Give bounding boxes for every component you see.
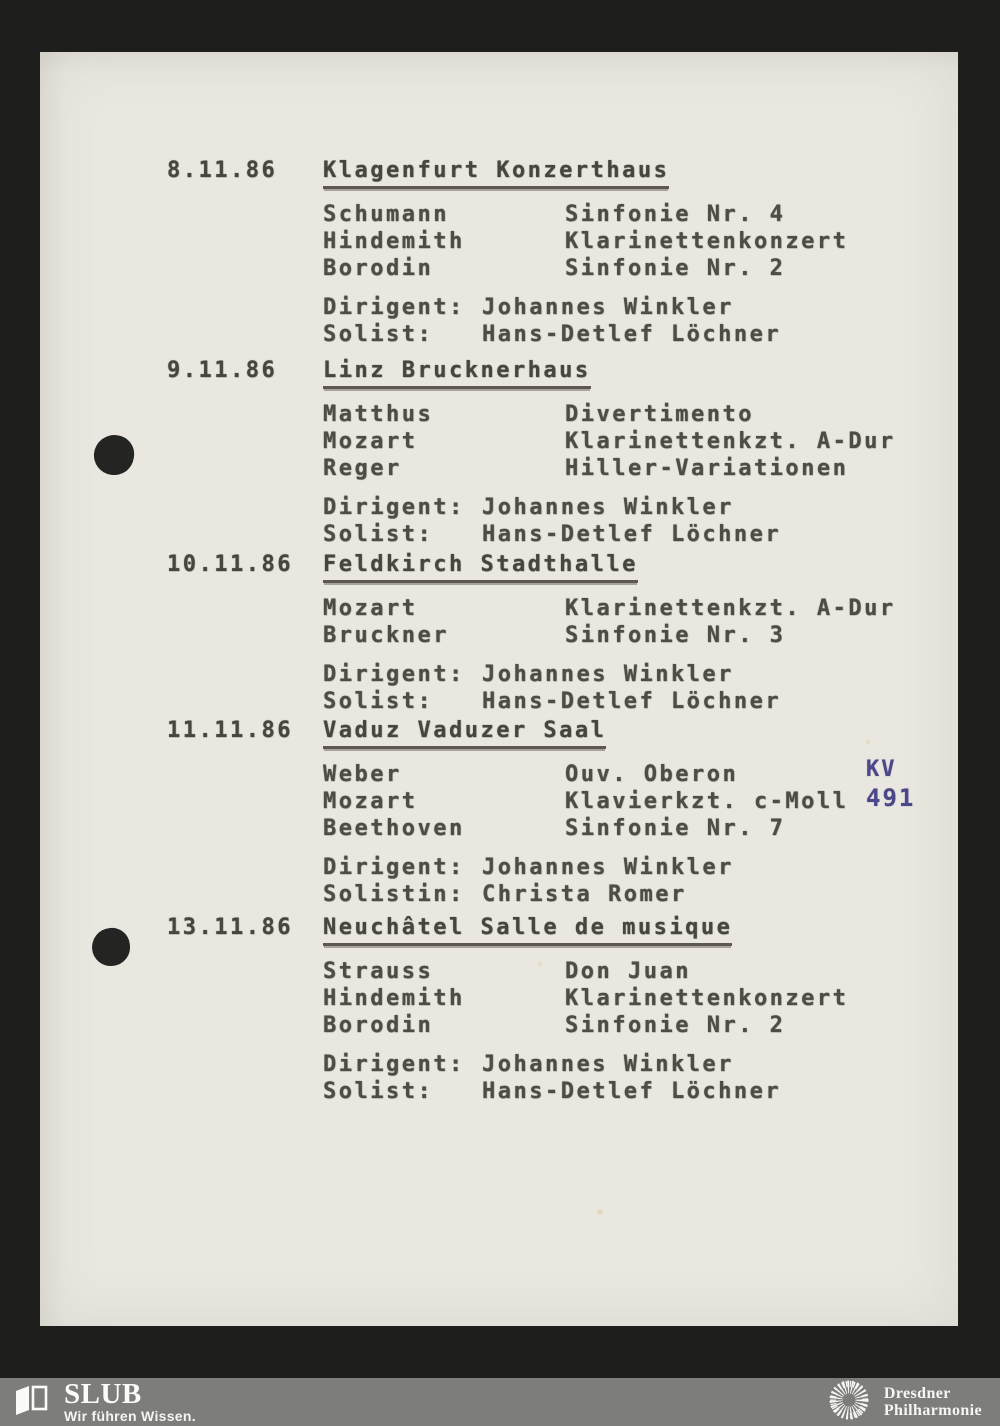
credits-list — [323, 495, 958, 549]
composer-name: Borodin — [323, 1013, 434, 1038]
credit-name: Johannes Winkler — [482, 855, 734, 880]
work-title: Ouv. Oberon — [565, 762, 739, 787]
credit-role: Solist: — [323, 1079, 434, 1104]
concert-venue: Neuchâtel Salle de musique — [323, 915, 732, 946]
work-title: Klarinettenkzt. A-Dur — [565, 596, 896, 621]
program-row — [323, 596, 958, 623]
credit-name: Hans-Detlef Löchner — [482, 522, 782, 547]
composer-name: Mozart — [323, 596, 418, 621]
open-book-icon — [14, 1384, 48, 1420]
branding-footer-bar — [0, 1378, 1000, 1426]
work-title: Sinfonie Nr. 2 — [565, 256, 786, 281]
credit-role: Dirigent: — [323, 295, 465, 320]
concert-entry — [40, 358, 958, 549]
credit-name: Johannes Winkler — [482, 295, 734, 320]
scanned-document-page — [40, 52, 958, 1326]
program-row — [323, 456, 958, 483]
program-row — [323, 762, 958, 789]
work-title: Klarinettenkonzert — [565, 229, 849, 254]
program-row — [323, 429, 958, 456]
slub-tagline: Wir führen Wissen. — [64, 1407, 196, 1424]
philharmonie-name-line2: Philharmonie — [883, 1402, 982, 1419]
concert-entry — [40, 718, 958, 909]
program-row — [323, 402, 958, 429]
philharmonie-name-line1: Dresdner — [883, 1385, 951, 1402]
composer-name: Weber — [323, 762, 402, 787]
credit-row — [323, 662, 958, 689]
slub-wordmark: SLUB — [64, 1377, 142, 1410]
credit-row — [323, 1079, 958, 1106]
work-title: Sinfonie Nr. 4 — [565, 202, 786, 227]
credit-name: Johannes Winkler — [482, 495, 734, 520]
credit-role: Solist: — [323, 689, 434, 714]
concert-entry — [40, 915, 958, 1106]
concert-venue: Feldkirch Stadthalle — [323, 552, 638, 583]
composer-name: Mozart — [323, 789, 418, 814]
composer-name: Matthus — [323, 402, 434, 427]
work-title: Klavierkzt. c-Moll — [565, 789, 849, 814]
program-list — [323, 202, 958, 283]
concert-date: 9.11.86 — [167, 358, 278, 383]
dresdner-philharmonie-logo — [826, 1378, 982, 1426]
credit-row — [323, 882, 958, 909]
concert-date: 10.11.86 — [167, 552, 293, 577]
program-row — [323, 623, 958, 650]
credit-row — [323, 322, 958, 349]
composer-name: Hindemith — [323, 229, 465, 254]
work-title: Klarinettenkonzert — [565, 986, 849, 1011]
program-row — [323, 986, 958, 1013]
credits-list — [323, 1052, 958, 1106]
credit-row — [323, 295, 958, 322]
concert-date: 8.11.86 — [167, 158, 278, 183]
program-list — [323, 402, 958, 483]
credit-row — [323, 855, 958, 882]
work-title: Sinfonie Nr. 2 — [565, 1013, 786, 1038]
credit-name: Hans-Detlef Löchner — [482, 322, 782, 347]
work-title: Sinfonie Nr. 7 — [565, 816, 786, 841]
credits-list — [323, 855, 958, 909]
starburst-icon — [826, 1378, 872, 1426]
credit-role: Dirigent: — [323, 1052, 465, 1077]
program-list — [323, 762, 958, 843]
concert-date: 13.11.86 — [167, 915, 293, 940]
composer-name: Borodin — [323, 256, 434, 281]
credits-list — [323, 295, 958, 349]
program-row — [323, 202, 958, 229]
program-row — [323, 789, 958, 816]
program-row — [323, 816, 958, 843]
credit-row — [323, 1052, 958, 1079]
program-row — [323, 959, 958, 986]
composer-name: Reger — [323, 456, 402, 481]
credit-role: Solist: — [323, 322, 434, 347]
concert-venue: Vaduz Vaduzer Saal — [323, 718, 606, 749]
credit-row — [323, 522, 958, 549]
composer-name: Schumann — [323, 202, 449, 227]
credit-role: Dirigent: — [323, 495, 465, 520]
composer-name: Hindemith — [323, 986, 465, 1011]
composer-name: Beethoven — [323, 816, 465, 841]
composer-name: Mozart — [323, 429, 418, 454]
kv-annotation — [866, 756, 915, 812]
credit-row — [323, 495, 958, 522]
program-row — [323, 256, 958, 283]
work-title: Klarinettenkzt. A-Dur — [565, 429, 896, 454]
credit-name: Hans-Detlef Löchner — [482, 689, 782, 714]
work-title: Don Juan — [565, 959, 691, 984]
program-row — [323, 1013, 958, 1040]
credit-role: Dirigent: — [323, 855, 465, 880]
credit-name: Johannes Winkler — [482, 662, 734, 687]
concert-venue: Linz Brucknerhaus — [323, 358, 591, 389]
credit-role: Solistin: — [323, 882, 465, 907]
program-list — [323, 596, 958, 650]
program-row — [323, 229, 958, 256]
slub-logo — [14, 1377, 196, 1424]
concert-date: 11.11.86 — [167, 718, 293, 743]
concert-venue: Klagenfurt Konzerthaus — [323, 158, 669, 189]
kv-annotation-line1: KV — [866, 757, 897, 782]
kv-annotation-line2: 491 — [866, 784, 916, 812]
work-title: Divertimento — [565, 402, 754, 427]
concert-entry — [40, 158, 958, 349]
work-title: Sinfonie Nr. 3 — [565, 623, 786, 648]
composer-name: Strauss — [323, 959, 434, 984]
credit-name: Christa Romer — [482, 882, 687, 907]
credit-role: Dirigent: — [323, 662, 465, 687]
concert-entry — [40, 552, 958, 716]
credit-name: Hans-Detlef Löchner — [482, 1079, 782, 1104]
credit-row — [323, 689, 958, 716]
credit-name: Johannes Winkler — [482, 1052, 734, 1077]
credits-list — [323, 662, 958, 716]
work-title: Hiller-Variationen — [565, 456, 849, 481]
credit-role: Solist: — [323, 522, 434, 547]
composer-name: Bruckner — [323, 623, 449, 648]
program-list — [323, 959, 958, 1040]
